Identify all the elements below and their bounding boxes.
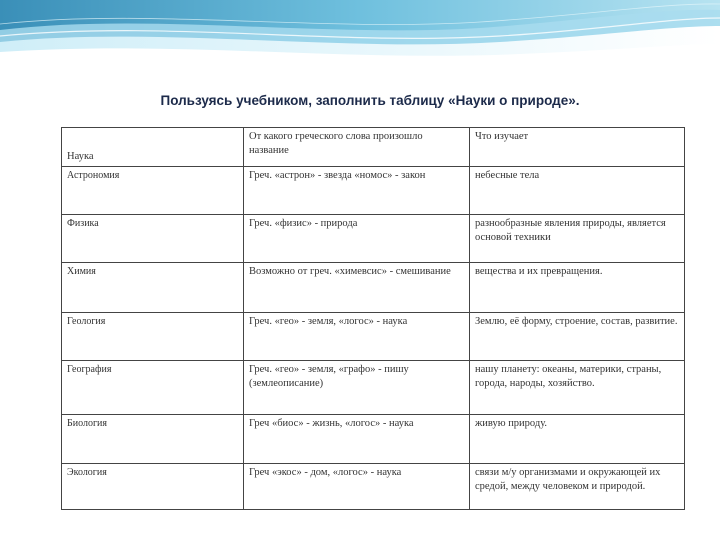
table-row (62, 415, 685, 464)
slide-title: Пользуясь учебником, заполнить таблицу «Науки о природе». (160, 93, 580, 108)
table-row (62, 167, 685, 215)
table-row (62, 215, 685, 263)
science-name: Физика (62, 215, 244, 263)
table-row (62, 361, 685, 415)
science-name: Биология (62, 415, 244, 464)
science-studies: вещества и их превращения. (470, 263, 685, 313)
science-studies: живую природу. (470, 415, 685, 464)
science-origin: Греч «экос» - дом, «логос» - наука (244, 464, 470, 510)
table-row (62, 313, 685, 361)
table-row (62, 263, 685, 313)
science-name: Астрономия (62, 167, 244, 215)
science-origin: Греч. «физис» - природа (244, 215, 470, 263)
header-origin: От какого греческого слова произошло название (244, 128, 470, 167)
science-origin: Греч. «астрон» - звезда «номос» - закон (244, 167, 470, 215)
science-studies: связи м/у организмами и окружающей их средой, между человеком и природой. (470, 464, 685, 510)
table-row (62, 464, 685, 510)
science-studies: Землю, её форму, строение, состав, развитие. (470, 313, 685, 361)
header-wave-decoration (0, 0, 720, 62)
science-origin: Греч. «гео» - земля, «логос» - наука (244, 313, 470, 361)
science-origin: Возможно от греч. «химевсис» - смешивание (244, 263, 470, 313)
header-science: Наука (62, 128, 244, 167)
science-name: Химия (62, 263, 244, 313)
science-studies: небесные тела (470, 167, 685, 215)
table-header-row (62, 128, 685, 167)
sciences-table (61, 127, 685, 510)
science-studies: нашу планету: океаны, материки, страны, города, народы, хозяйство. (470, 361, 685, 415)
header-studies: Что изучает (470, 128, 685, 167)
science-origin: Греч. «гео» - земля, «графо» - пишу (землеописание) (244, 361, 470, 415)
science-origin: Греч «биос» - жизнь, «логос» - наука (244, 415, 470, 464)
science-name: География (62, 361, 244, 415)
science-name: Экология (62, 464, 244, 510)
science-studies: разнообразные явления природы, является основой техники (470, 215, 685, 263)
science-name: Геология (62, 313, 244, 361)
